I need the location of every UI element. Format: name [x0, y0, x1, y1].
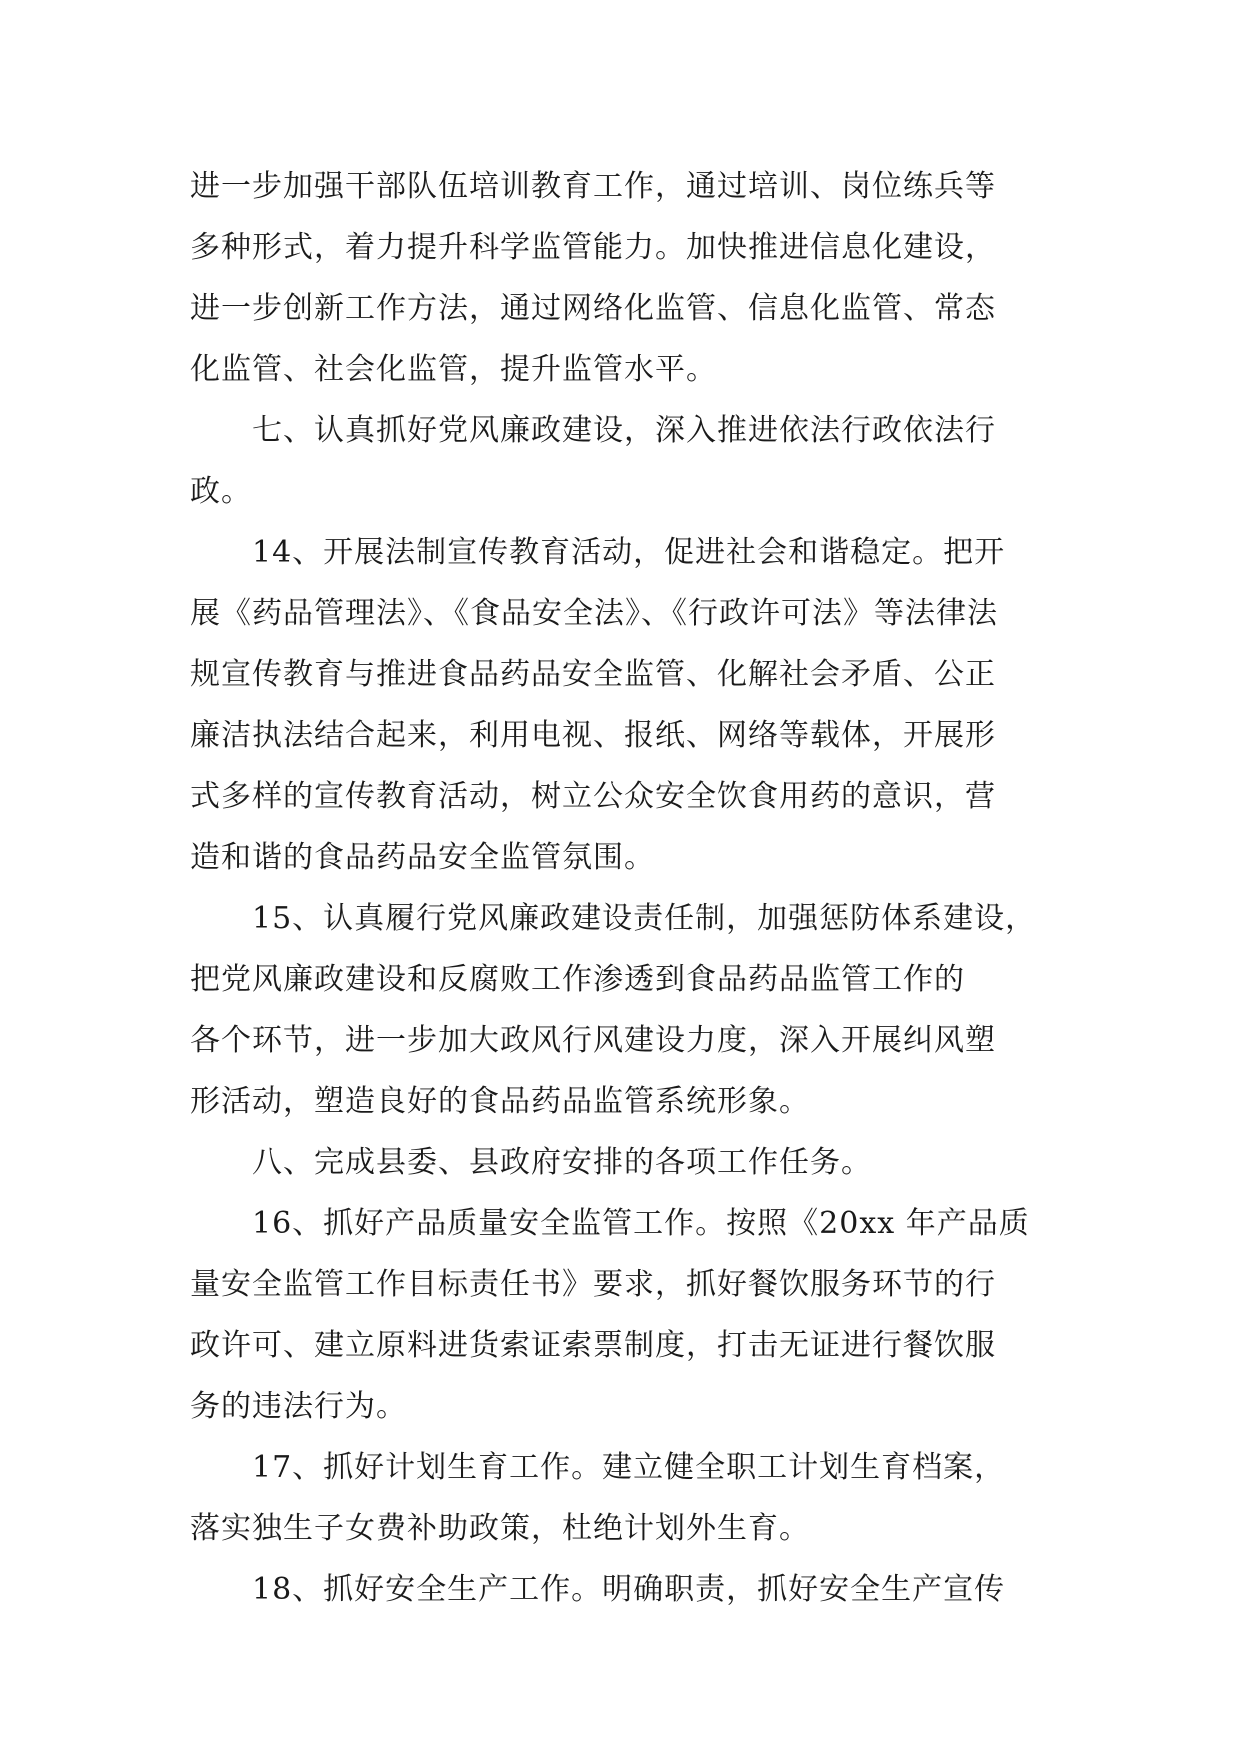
- paragraph-item-15: [190, 888, 1050, 1132]
- text-line: 18、抓好安全生产工作。明确职责，抓好安全生产宣传: [252, 1572, 1006, 1607]
- text-line: 量安全监管工作目标责任书》要求，抓好餐饮服务环节的行: [190, 1267, 996, 1302]
- text-line: 化监管、社会化监管，提升监管水平。: [190, 352, 717, 387]
- paragraph-item-17: [190, 1437, 1050, 1559]
- text-line: 进一步创新工作方法，通过网络化监管、信息化监管、常态: [190, 291, 996, 326]
- text-line: 政。: [190, 474, 252, 509]
- section-heading-seven: [190, 400, 1050, 522]
- text-line: 多种形式，着力提升科学监管能力。加快推进信息化建设，: [190, 230, 996, 265]
- text-line: 廉洁执法结合起来，利用电视、报纸、网络等载体，开展形: [190, 718, 996, 753]
- text-line: 政许可、建立原料进货索证索票制度，打击无证进行餐饮服: [190, 1328, 996, 1363]
- text-line: 16、抓好产品质量安全监管工作。按照《20xx 年产品质: [252, 1206, 1030, 1241]
- section-heading-eight: [190, 1132, 1050, 1193]
- text-line: 17、抓好计划生育工作。建立健全职工计划生育档案，: [252, 1450, 1006, 1485]
- text-line: 规宣传教育与推进食品药品安全监管、化解社会矛盾、公正: [190, 657, 996, 692]
- text-line: 形活动，塑造良好的食品药品监管系统形象。: [190, 1084, 810, 1119]
- text-line: 展《药品管理法》、《食品安全法》、《行政许可法》等法律法: [190, 596, 998, 631]
- text-line: 落实独生子女费补助政策，杜绝计划外生育。: [190, 1511, 810, 1546]
- text-line: 务的违法行为。: [190, 1389, 407, 1424]
- text-line: 八、完成县委、县政府安排的各项工作任务。: [252, 1145, 872, 1180]
- text-line: 式多样的宣传教育活动，树立公众安全饮食用药的意识，营: [190, 779, 996, 814]
- text-line: 进一步加强干部队伍培训教育工作，通过培训、岗位练兵等: [190, 169, 996, 204]
- text-line: 七、认真抓好党风廉政建设，深入推进依法行政依法行: [252, 413, 996, 448]
- text-line: 14、开展法制宣传教育活动，促进社会和谐稳定。把开: [252, 535, 1006, 570]
- text-line: 15、认真履行党风廉政建设责任制，加强惩防体系建设，: [252, 901, 1037, 936]
- text-line: 把党风廉政建设和反腐败工作渗透到食品药品监管工作的: [190, 962, 965, 997]
- text-line: 各个环节，进一步加大政风行风建设力度，深入开展纠风塑: [190, 1023, 996, 1058]
- text-line: 造和谐的食品药品安全监管氛围。: [190, 840, 655, 875]
- paragraph-item-18: [190, 1559, 1050, 1620]
- document-body: [190, 156, 1050, 1620]
- paragraph-training: [190, 156, 1050, 400]
- paragraph-item-14: [190, 522, 1050, 888]
- paragraph-item-16: [190, 1193, 1050, 1437]
